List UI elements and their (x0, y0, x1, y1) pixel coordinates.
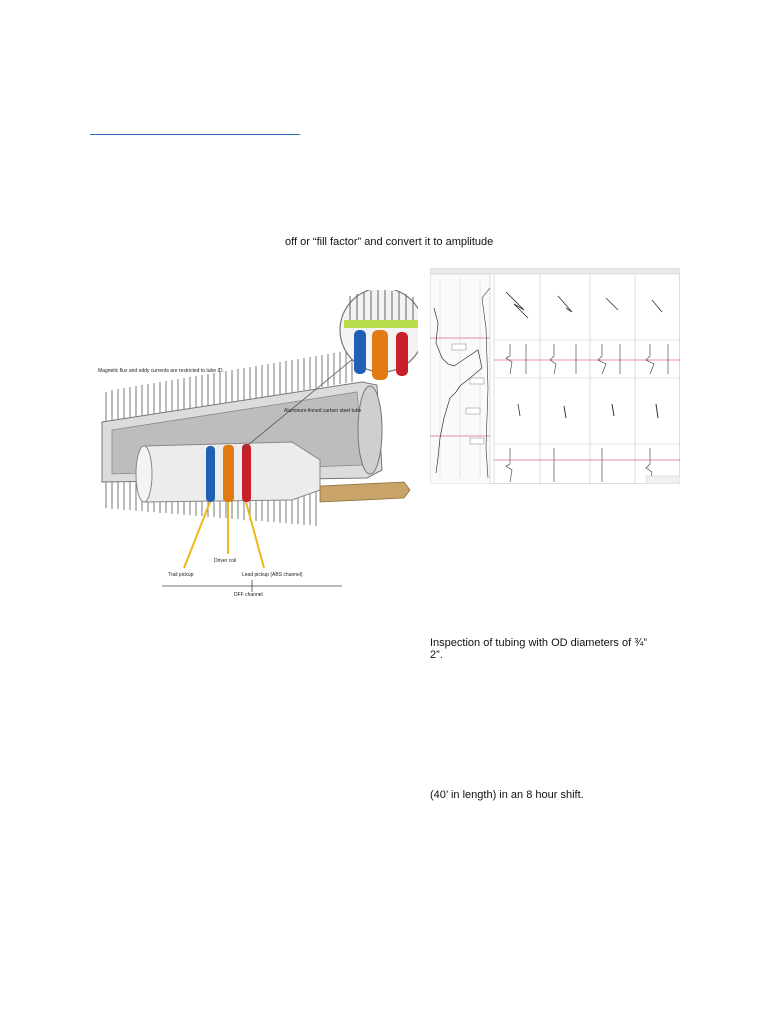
dff-channel-label: DFF channel (234, 592, 263, 598)
trail-coil (206, 446, 215, 502)
lead-coil (242, 444, 251, 502)
magnifier-blue-coil (354, 330, 366, 374)
tube-label: Aluminum-finned carbon steel tube (284, 408, 362, 414)
probe-diagram (92, 290, 418, 600)
od-caption-line-1: Inspection of tubing with OD diameters of ¾” (430, 637, 648, 649)
eddy-current-display-svg (430, 268, 680, 484)
driver-coil (223, 445, 234, 502)
magnifier-flux-band (344, 320, 418, 328)
length-caption: (40’ in length) in an 8 hour shift. (430, 789, 584, 801)
hyperlink-underline[interactable] (90, 134, 300, 135)
od-caption-line-2: 2”. (430, 649, 443, 661)
lead-pickup-label: Lead pickup (ABS channel) (242, 572, 303, 578)
magnifier-red-coil (396, 332, 408, 376)
tube-end (358, 386, 382, 474)
note-label: Magnetic flux and eddy currents are restricted to tube ID. (98, 368, 224, 374)
probe-diagram-svg (92, 290, 418, 600)
eddy-current-display (430, 268, 680, 484)
magnifier-orange-coil (372, 330, 388, 380)
probe-rod (320, 482, 410, 502)
trail-pickup-label: Trail pickup (168, 572, 194, 578)
fill-factor-text: off or “fill factor” and convert it to amplitude (285, 236, 494, 248)
driver-coil-label: Driver coil (214, 558, 237, 564)
probe-nose (136, 446, 152, 502)
